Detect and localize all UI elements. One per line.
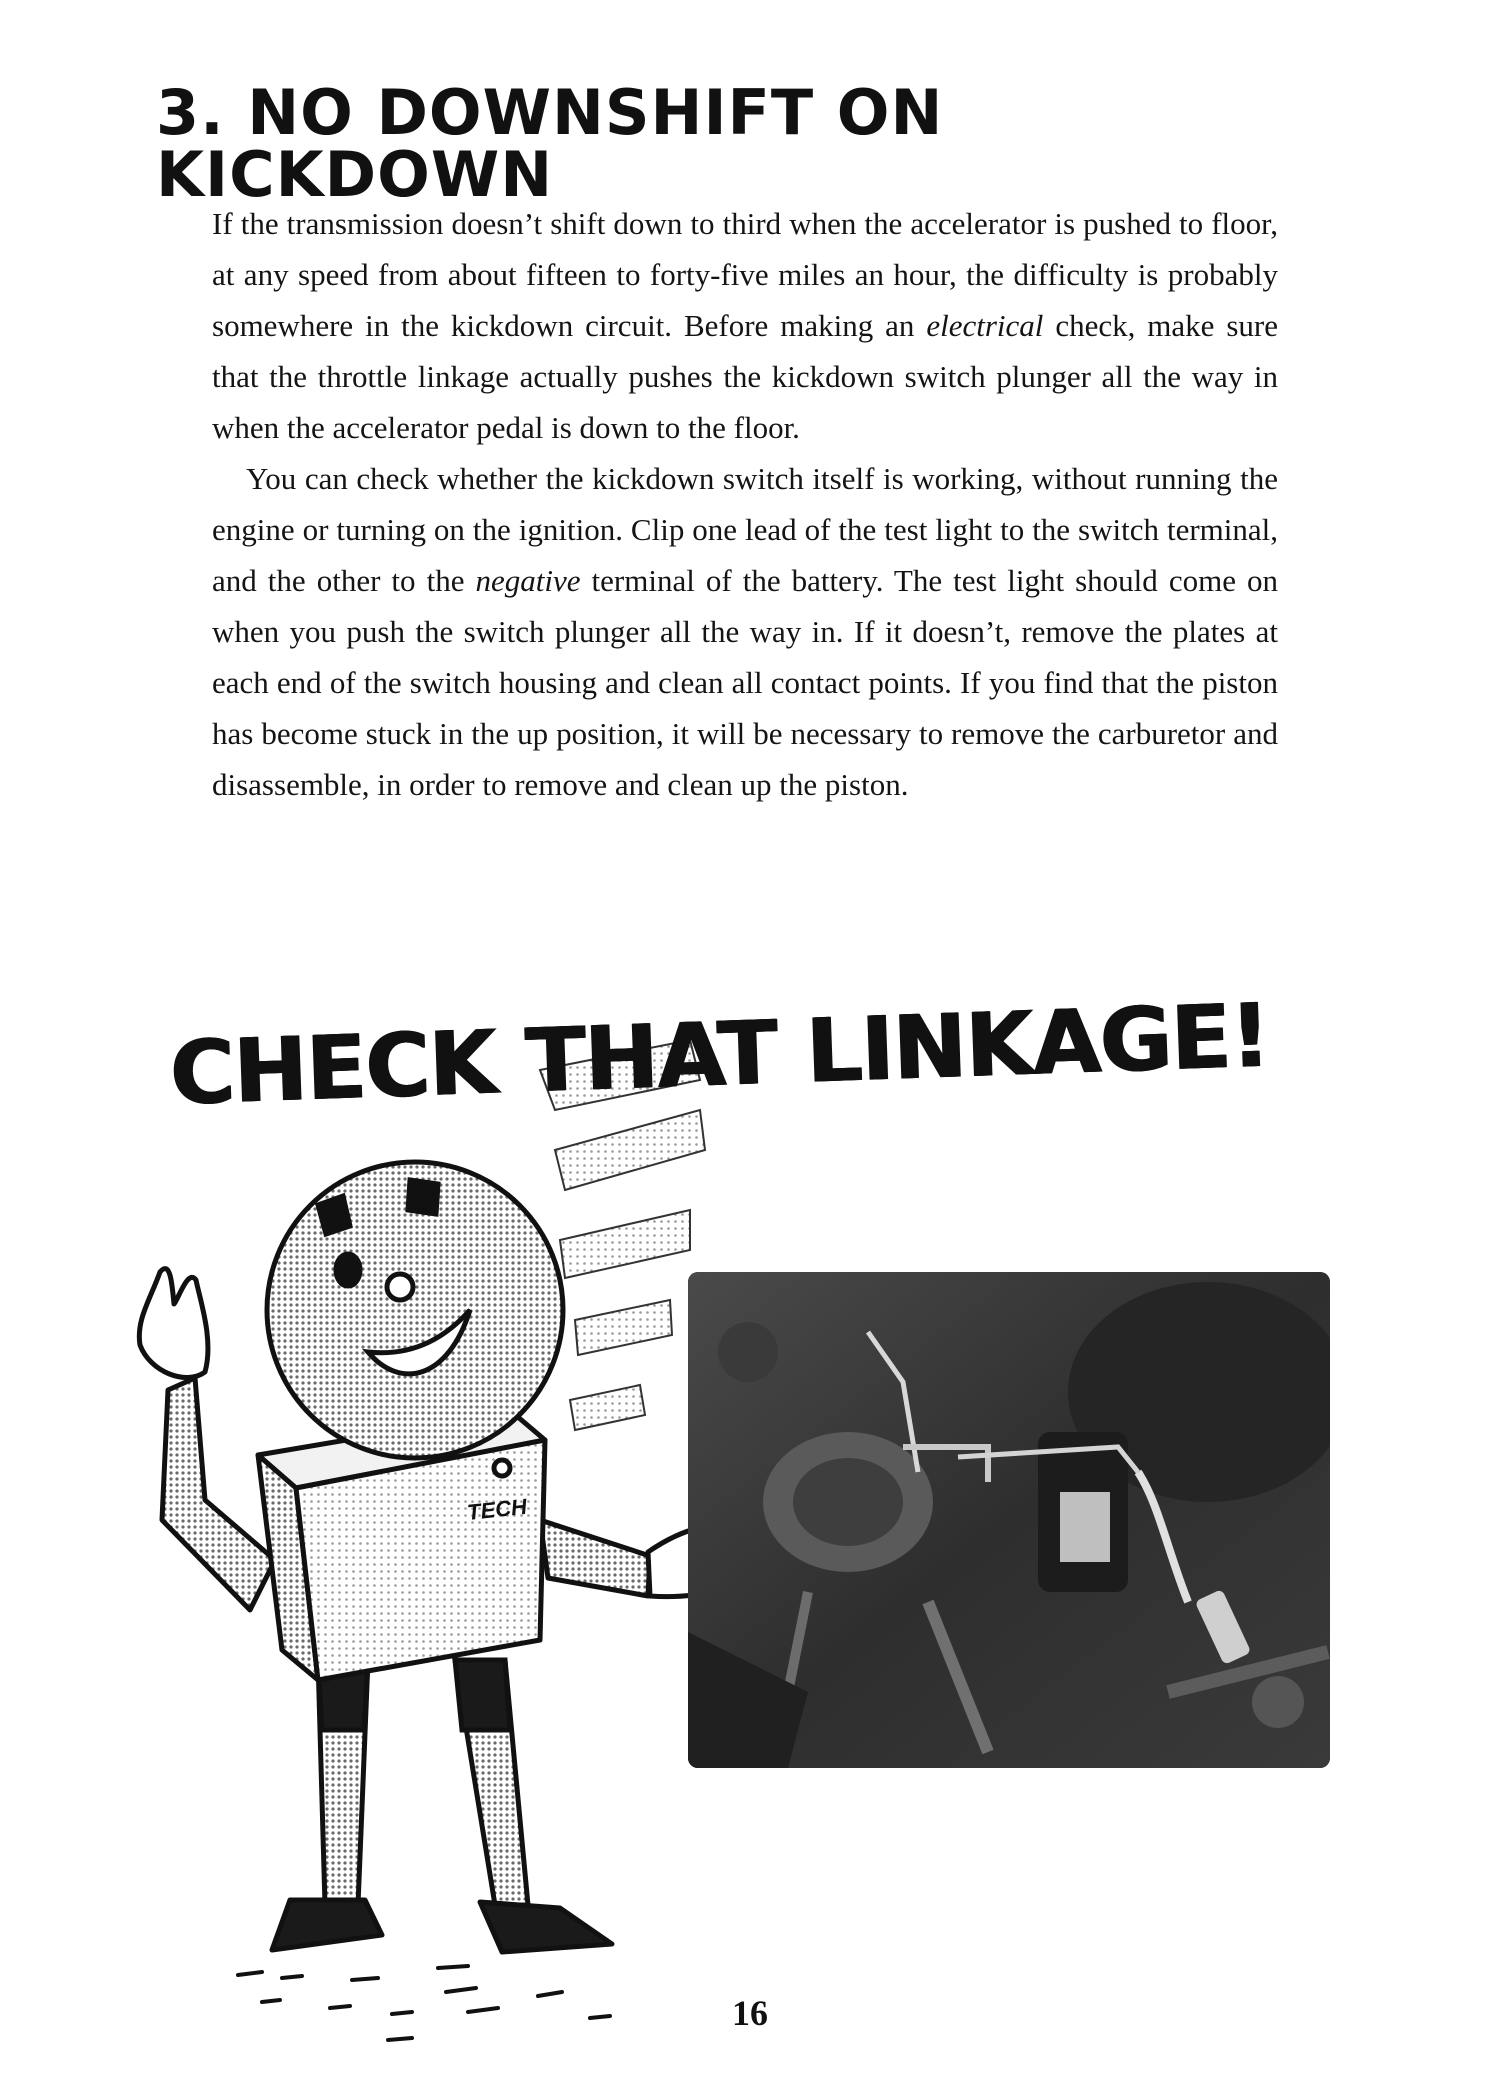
- mascot-badge-label: TECH: [465, 1493, 529, 1525]
- engine-photo-image: [688, 1272, 1330, 1768]
- paragraph-1-text-start: If the transmission doesn’t shift down to third when the accelerator is pushed to floor, at any speed from about fifteen to forty-five miles an hour, the difficulty is probably somewhere in the kickdown circuit. Before making an: [212, 206, 1278, 343]
- engine-photo: [688, 1272, 1330, 1768]
- paragraph-2-text-end: terminal of the battery. The test light should come on when you push the switch plunger all the way in. If it doesn’t, remove the plates at each end of the switch housing and clean all contact points. If you find that the piston has become stuck in the up position, it will be necessary to remove the carburetor and disassemble, in order to remove and clean up the piston.: [212, 563, 1279, 802]
- paragraph-1-text-end: check, make sure that the throttle linkage actually pushes the kickdown switch plunger all the way in when the accelerator pedal is down to the floor.: [212, 308, 1278, 445]
- slogan-banner: CHECK THAT LINKAGE!: [168, 983, 1272, 1125]
- paragraph-1-emphasis: electrical: [926, 308, 1044, 343]
- page-heading: 3. NO DOWNSHIFT ON KICKDOWN: [156, 76, 944, 211]
- page-number: 16: [732, 1993, 768, 2033]
- paragraph-2-emphasis: negative: [475, 563, 581, 598]
- paragraph-2-text-start: You can check whether the kickdown switch itself is working, without running the engine or turning on the ignition. Clip one lead of the test light to the switch terminal, and the other to the: [212, 461, 1278, 598]
